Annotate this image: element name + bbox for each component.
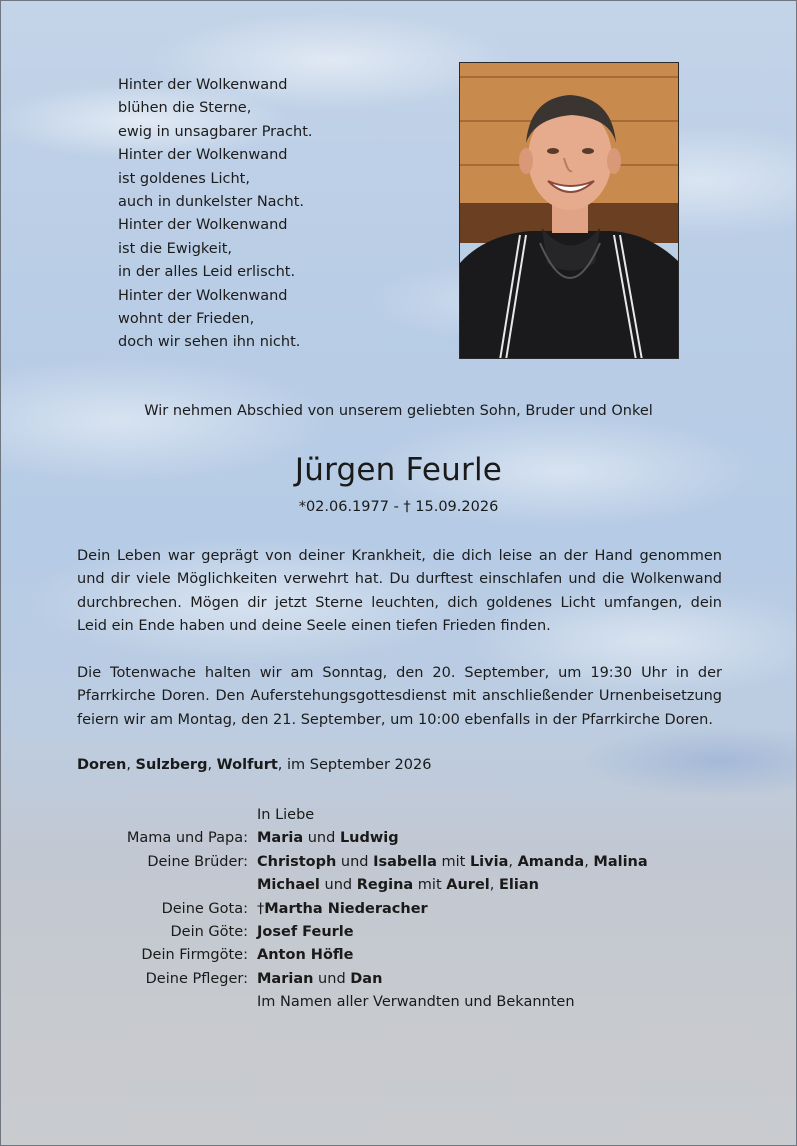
- connector-text: und: [303, 830, 340, 847]
- relative-name: Isabella: [373, 853, 437, 870]
- places-and-date: [77, 757, 431, 773]
- paragraph-line: Die Totenwache halten wir am Sonntag, den 20. September, um 19:30 Uhr in der: [77, 665, 722, 681]
- relative-name: Regina: [356, 877, 414, 894]
- date-suffix: , im September 2026: [277, 757, 432, 773]
- poem-line: Hinter der Wolkenwand: [118, 77, 288, 93]
- relative-name: Livia: [469, 853, 509, 870]
- relative-name: Martha Niederacher: [264, 900, 428, 917]
- relative-name: Marian: [257, 970, 314, 987]
- connector-text: ,: [584, 853, 594, 870]
- connector-text: und: [336, 853, 374, 870]
- relative-names: [257, 944, 354, 967]
- relation-label: Dein Firmgöte:: [141, 947, 248, 964]
- mourner-row: [1, 898, 797, 921]
- place-name: Doren: [77, 757, 127, 773]
- relative-name: Maria: [257, 830, 304, 847]
- relation-label: Mama und Papa:: [126, 830, 248, 847]
- poem-line: Hinter der Wolkenwand: [118, 147, 288, 164]
- place-name: Sulzberg: [135, 757, 208, 773]
- connector-text: und: [319, 877, 357, 894]
- closing-text: Im Namen aller Verwandten und Bekannten: [257, 994, 575, 1011]
- in-liebe: In Liebe: [257, 807, 315, 823]
- closing-row: [1, 991, 797, 1014]
- relative-name: Michael: [257, 877, 320, 894]
- paragraph-line: durchbrechen. Mögen dir jetzt Sterne leuchten, dich goldenes Licht umfangen, dein: [77, 594, 722, 611]
- mourner-row: [1, 827, 797, 850]
- paragraph-line: Pfarrkirche Doren. Den Auferstehungsgottesdienst mit anschließender Urnenbeisetzung: [77, 688, 722, 705]
- relative-name: Malina: [593, 853, 648, 870]
- service-paragraph: [77, 662, 722, 732]
- poem-line: blühen die Sterne,: [118, 100, 252, 117]
- relative-names: [257, 968, 382, 991]
- relation-label: Deine Pfleger:: [145, 970, 248, 987]
- relative-name: Christoph: [257, 853, 337, 870]
- relative-names: [257, 874, 539, 897]
- mourner-row: [1, 851, 797, 874]
- relative-name: Elian: [498, 877, 539, 894]
- mourner-row: [1, 944, 797, 967]
- poem-line: ist goldenes Licht,: [118, 170, 250, 187]
- relative-names: [257, 851, 648, 874]
- relation-label: Dein Göte:: [170, 923, 248, 940]
- connector-text: ,: [508, 853, 518, 870]
- paragraph-line: Dein Leben war geprägt von deiner Krankheit, die dich leise an der Hand genommen: [77, 548, 722, 564]
- relative-names: [257, 827, 399, 850]
- portrait-photo: [459, 62, 679, 359]
- connector-text: mit: [413, 877, 447, 894]
- relative-name: Dan: [350, 970, 383, 987]
- deceased-name: Jürgen Feurle: [294, 452, 503, 488]
- relative-name: Aurel: [446, 877, 490, 894]
- connector-text: mit: [436, 853, 470, 870]
- relation-label: Deine Gota:: [161, 900, 248, 917]
- connector-text: †: [257, 900, 265, 917]
- place-name: Wolfurt: [216, 757, 278, 773]
- poem-line: ist die Ewigkeit,: [118, 240, 233, 257]
- poem-line: in der alles Leid erlischt.: [118, 264, 296, 281]
- connector-text: ,: [489, 877, 499, 894]
- connector-text: und: [313, 970, 351, 987]
- mourner-row: [1, 968, 797, 991]
- separator: ,: [126, 757, 136, 773]
- paragraph-line: und dir viele Möglichkeiten verwehrt hat. Du durftest einschlafen und die Wolkenwand: [77, 571, 722, 588]
- mourners-heading-row: [1, 804, 797, 827]
- relative-name: Ludwig: [339, 830, 399, 847]
- poem-line: doch wir sehen ihn nicht.: [118, 334, 301, 351]
- relative-name: Josef Feurle: [257, 923, 354, 940]
- life-dates: *02.06.1977 - † 15.09.2026: [298, 499, 499, 515]
- paragraph-line: Leid ein Ende haben und deine Seele einen tiefen Frieden finden.: [77, 618, 551, 635]
- poem-line: ewig in unsagbarer Pracht.: [118, 123, 313, 140]
- poem: [118, 74, 313, 355]
- mourners-list: [1, 804, 797, 1015]
- intro-text: Wir nehmen Abschied von unserem geliebten Sohn, Bruder und Onkel: [144, 403, 653, 419]
- relative-names: [257, 921, 354, 944]
- mourner-row: [1, 874, 797, 897]
- poem-line: Hinter der Wolkenwand: [118, 217, 288, 234]
- poem-line: auch in dunkelster Nacht.: [118, 194, 305, 211]
- separator: ,: [207, 757, 217, 773]
- relative-name: Amanda: [517, 853, 585, 870]
- relative-name: Anton Höfle: [257, 947, 354, 964]
- relative-names: [257, 898, 428, 921]
- mourner-row: [1, 921, 797, 944]
- poem-line: wohnt der Frieden,: [118, 311, 255, 328]
- paragraph-line: feiern wir am Montag, den 21. September, um 10:00 ebenfalls in der Pfarrkirche Doren.: [77, 711, 713, 728]
- relation-label: Deine Brüder:: [147, 853, 248, 870]
- tribute-paragraph: [77, 545, 722, 639]
- poem-line: Hinter der Wolkenwand: [118, 287, 288, 304]
